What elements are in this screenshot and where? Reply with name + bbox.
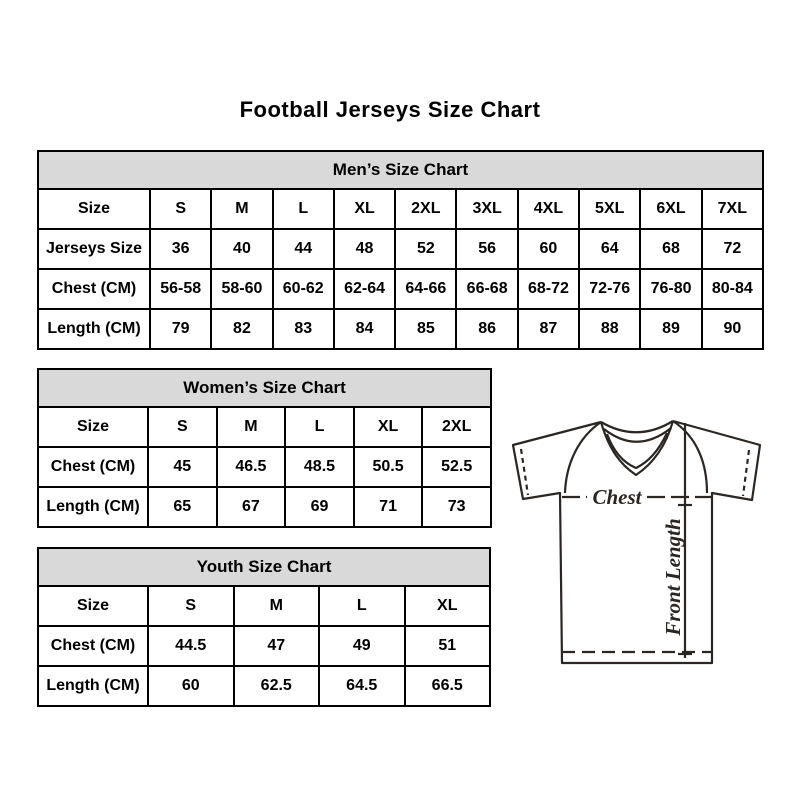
size-cell: L (319, 586, 405, 626)
size-cell: 71 (354, 487, 423, 527)
size-cell: 2XL (395, 189, 456, 229)
row-label: Size (38, 586, 148, 626)
row-label: Jerseys Size (38, 229, 150, 269)
table-row (38, 229, 763, 269)
size-cell: 62-64 (334, 269, 395, 309)
size-cell: 82 (211, 309, 272, 349)
table-header-row (38, 548, 490, 586)
size-cell: 76-80 (640, 269, 701, 309)
size-cell: 4XL (518, 189, 579, 229)
size-cell: XL (354, 407, 423, 447)
size-cell: S (148, 586, 234, 626)
youth-size-table (37, 547, 491, 707)
size-cell: 64 (579, 229, 640, 269)
row-label: Length (CM) (38, 487, 148, 527)
size-cell: 79 (150, 309, 211, 349)
size-cell: 67 (217, 487, 286, 527)
size-cell: 36 (150, 229, 211, 269)
size-cell: 40 (211, 229, 272, 269)
size-cell: 80-84 (702, 269, 763, 309)
size-cell: 64.5 (319, 666, 405, 706)
size-cell: 6XL (640, 189, 701, 229)
size-cell: 89 (640, 309, 701, 349)
row-label: Size (38, 407, 148, 447)
size-cell: M (211, 189, 272, 229)
size-cell: 45 (148, 447, 217, 487)
right-cuff-dashed-line (743, 450, 749, 496)
table-row (38, 666, 490, 706)
table-row (38, 309, 763, 349)
table-row (38, 626, 490, 666)
size-cell: 58-60 (211, 269, 272, 309)
size-cell: 46.5 (217, 447, 286, 487)
size-cell: L (285, 407, 354, 447)
size-cell: 47 (234, 626, 320, 666)
size-cell: 69 (285, 487, 354, 527)
jersey-right-armhole-seam (673, 421, 707, 493)
front-length-label: Front Length (661, 518, 685, 636)
size-cell: 65 (148, 487, 217, 527)
size-cell: XL (405, 586, 491, 626)
size-cell: 68 (640, 229, 701, 269)
size-cell: 60 (148, 666, 234, 706)
size-cell: 66.5 (405, 666, 491, 706)
size-cell: 68-72 (518, 269, 579, 309)
size-cell: 48 (334, 229, 395, 269)
size-cell: 52 (395, 229, 456, 269)
table-row (38, 269, 763, 309)
size-cell: XL (334, 189, 395, 229)
table-header-row (38, 151, 763, 189)
size-cell: 90 (702, 309, 763, 349)
youth-table-header: Youth Size Chart (38, 548, 490, 586)
row-label: Length (CM) (38, 666, 148, 706)
page-title: Football Jerseys Size Chart (239, 97, 541, 122)
size-cell: 44.5 (148, 626, 234, 666)
size-cell: 72-76 (579, 269, 640, 309)
womens-size-table (37, 368, 492, 528)
size-cell: 73 (422, 487, 491, 527)
mens-table-header: Men’s Size Chart (38, 151, 763, 189)
row-label: Size (38, 189, 150, 229)
size-cell: 2XL (422, 407, 491, 447)
table-row (38, 586, 490, 626)
row-label: Chest (CM) (38, 447, 148, 487)
jersey-vneck-inner (607, 433, 667, 468)
size-cell: 48.5 (285, 447, 354, 487)
size-cell: 84 (334, 309, 395, 349)
chest-label: Chest (592, 485, 642, 509)
size-cell: 50.5 (354, 447, 423, 487)
size-cell: 66-68 (456, 269, 517, 309)
size-cell: 64-66 (395, 269, 456, 309)
size-cell: 86 (456, 309, 517, 349)
size-cell: 83 (273, 309, 334, 349)
size-cell: 60 (518, 229, 579, 269)
size-cell: 49 (319, 626, 405, 666)
size-cell: 85 (395, 309, 456, 349)
row-label: Chest (CM) (38, 626, 148, 666)
table-row (38, 447, 491, 487)
size-cell: 56-58 (150, 269, 211, 309)
size-cell: 60-62 (273, 269, 334, 309)
size-cell: 44 (273, 229, 334, 269)
size-cell: S (150, 189, 211, 229)
size-cell: 72 (702, 229, 763, 269)
womens-table-header: Women’s Size Chart (38, 369, 491, 407)
size-cell: 56 (456, 229, 517, 269)
row-label: Length (CM) (38, 309, 150, 349)
size-cell: M (234, 586, 320, 626)
size-cell: 62.5 (234, 666, 320, 706)
table-row (38, 407, 491, 447)
table-header-row (38, 369, 491, 407)
jersey-left-armhole-seam (565, 422, 601, 493)
size-cell: 5XL (579, 189, 640, 229)
mens-size-table (37, 150, 764, 350)
table-row (38, 189, 763, 229)
size-cell: 52.5 (422, 447, 491, 487)
row-label: Chest (CM) (38, 269, 150, 309)
size-cell: 87 (518, 309, 579, 349)
size-cell: M (217, 407, 286, 447)
table-row (38, 487, 491, 527)
size-cell: 3XL (456, 189, 517, 229)
size-cell: 51 (405, 626, 491, 666)
jersey-outline-icon (513, 421, 760, 663)
size-cell: 88 (579, 309, 640, 349)
size-cell: S (148, 407, 217, 447)
size-cell: 7XL (702, 189, 763, 229)
size-cell: L (273, 189, 334, 229)
jersey-measurement-diagram (495, 405, 775, 695)
jersey-collar-band (601, 421, 673, 442)
